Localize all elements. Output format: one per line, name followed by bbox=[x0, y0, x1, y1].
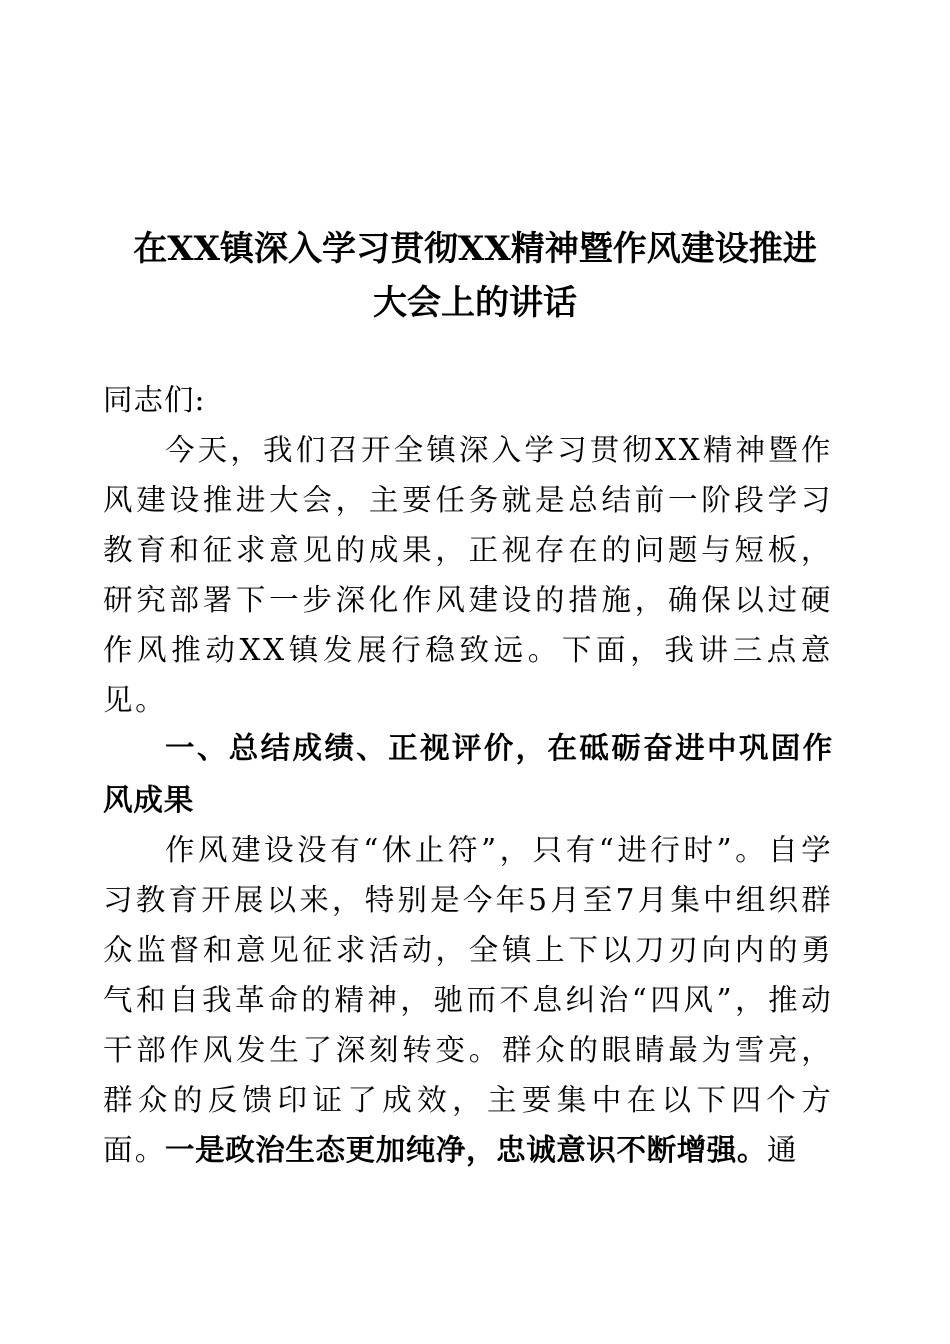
section-one-paragraph: 作风建设没有“休止符”，只有“进行时”。自学习教育开展以来，特别是今年5月至7月集中组织群众监督和意见征求活动，全镇上下以刀刃向内的勇气和自我革命的精神，驰而不息纠治“四风”，推动干部作风发生了深刻转变。群众的眼睛最为雪亮，群众的反馈印证了成效，主要集中在以下四个方面。 bbox=[103, 833, 833, 1167]
intro-paragraph: 今天，我们召开全镇深入学习贯彻XX精神暨作风建设推进大会，主要任务就是总结前一阶段学习教育和征求意见的成果，正视存在的问题与短板，研究部署下一步深化作风建设的措施，确保以过硬作风推动XX镇发展行稳致远。下面，我讲三点意见。 bbox=[103, 433, 833, 717]
section-one-heading: 一、总结成绩、正视评价，在砥砺奋进中巩固作风成果 bbox=[103, 731, 833, 817]
title-line-2: 大会上的讲话 bbox=[373, 283, 577, 323]
title-line-1: 在XX镇深入学习贯彻XX精神暨作风建设推进 bbox=[133, 229, 817, 269]
point-one-paragraph bbox=[103, 1125, 833, 1175]
salutation: 同志们: bbox=[103, 383, 206, 417]
point-one-text: 通 bbox=[767, 1133, 799, 1167]
point-one-lead: 一是政治生态更加纯净，忠诚意识不断增强。 bbox=[165, 1133, 768, 1167]
document-title bbox=[100, 222, 850, 330]
